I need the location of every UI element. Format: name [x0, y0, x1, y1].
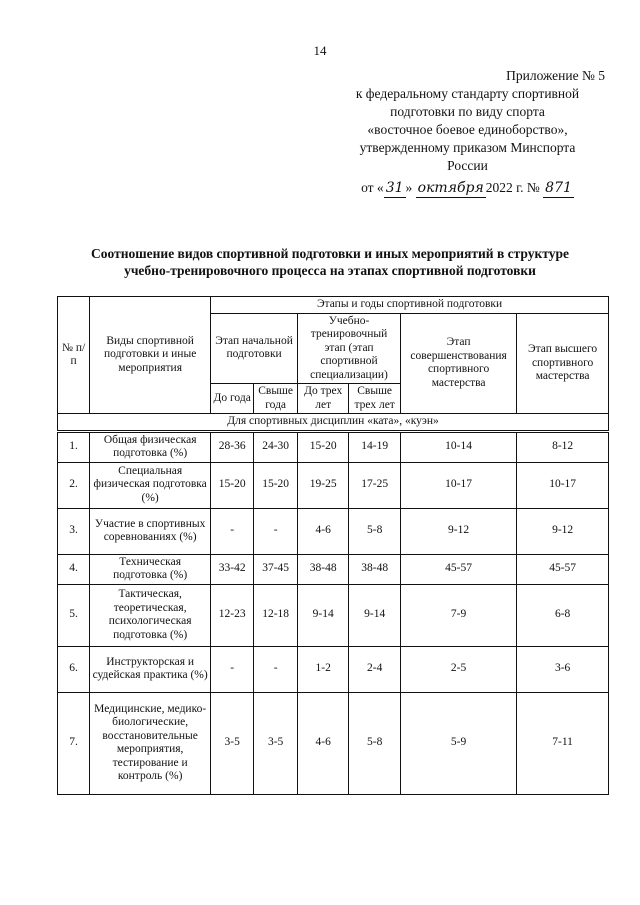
appendix-block [330, 67, 605, 198]
row-number: 4. [58, 554, 90, 584]
header-sub-upto-year: До года [211, 384, 254, 414]
cell-over-year: 12-18 [254, 584, 298, 646]
cell-perfection: 10-17 [400, 462, 516, 508]
row-type: Техническая подготовка (%) [90, 554, 211, 584]
cell-upto-year: 15-20 [211, 462, 254, 508]
row-number: 1. [58, 431, 90, 462]
cell-over-3: 2-4 [349, 646, 401, 692]
row-type: Участие в спортивных соревнованиях (%) [90, 508, 211, 554]
header-sub-over-3: Свыше трех лет [349, 384, 401, 414]
cell-over-year: 37-45 [254, 554, 298, 584]
cell-over-3: 5-8 [349, 508, 401, 554]
cell-upto-year: - [211, 508, 254, 554]
cell-higher: 45-57 [517, 554, 609, 584]
cell-over-3: 17-25 [349, 462, 401, 508]
header-stage-training: Учебно-тренировочный этап (этап спортивной специализации) [298, 313, 401, 384]
appendix-line: подготовки по виду спорта [390, 104, 545, 119]
cell-over-year: - [254, 508, 298, 554]
cell-upto-3: 19-25 [298, 462, 349, 508]
document-title [40, 245, 620, 279]
appendix-title: Приложение № 5 [506, 68, 605, 83]
cell-over-year: - [254, 646, 298, 692]
cell-over-3: 5-8 [349, 692, 401, 794]
appendix-line: России [447, 158, 488, 173]
cell-perfection: 5-9 [400, 692, 516, 794]
cell-upto-year: - [211, 646, 254, 692]
row-type: Специальная физическая подготовка (%) [90, 462, 211, 508]
cell-over-3: 14-19 [349, 431, 401, 462]
cell-upto-3: 4-6 [298, 508, 349, 554]
header-sub-over-year: Свыше года [254, 384, 298, 414]
header-type: Виды спортивной подготовки и иные мероприятия [90, 297, 211, 414]
row-type: Медицинские, медико-биологические, восстановительные мероприятия, тестирование и контроль (%) [90, 692, 211, 794]
cell-upto-year: 28-36 [211, 431, 254, 462]
title-line: Соотношение видов спортивной подготовки и иных мероприятий в структуре [91, 246, 569, 261]
cell-over-3: 9-14 [349, 584, 401, 646]
row-type: Общая физическая подготовка (%) [90, 431, 211, 462]
cell-over-year: 15-20 [254, 462, 298, 508]
title-line: учебно-тренировочного процесса на этапах спортивной подготовки [124, 263, 536, 278]
page-number: 14 [313, 43, 327, 58]
cell-higher: 3-6 [517, 646, 609, 692]
cell-higher: 6-8 [517, 584, 609, 646]
cell-upto-year: 12-23 [211, 584, 254, 646]
cell-over-year: 3-5 [254, 692, 298, 794]
header-stage-initial: Этап начальной подготовки [211, 313, 298, 384]
date-prefix: от « [361, 180, 384, 195]
header-sub-upto-3: До трех лет [298, 384, 349, 414]
appendix-line: к федеральному стандарту спортивной [355, 86, 580, 101]
cell-upto-3: 9-14 [298, 584, 349, 646]
row-type: Тактическая, теоретическая, психологическая подготовка (%) [90, 584, 211, 646]
handwritten-month: октября [417, 180, 484, 196]
handwritten-day: 31 [385, 180, 404, 196]
year-part: 2022 г. № [485, 180, 540, 195]
table-row [58, 554, 609, 584]
cell-perfection: 9-12 [400, 508, 516, 554]
cell-higher: 8-12 [517, 431, 609, 462]
table-row [58, 431, 609, 462]
row-number: 7. [58, 692, 90, 794]
cell-higher: 10-17 [517, 462, 609, 508]
cell-upto-year: 3-5 [211, 692, 254, 794]
order-date-line [330, 179, 605, 198]
cell-perfection: 2-5 [400, 646, 516, 692]
cell-perfection: 7-9 [400, 584, 516, 646]
cell-higher: 9-12 [517, 508, 609, 554]
appendix-line: утвержденному приказом Минспорта [359, 140, 576, 155]
training-ratio-table [57, 296, 609, 795]
table-row [58, 508, 609, 554]
table-row [58, 462, 609, 508]
table-body [58, 431, 609, 794]
cell-upto-3: 4-6 [298, 692, 349, 794]
header-stages: Этапы и годы спортивной подготовки [211, 297, 609, 314]
cell-upto-3: 15-20 [298, 431, 349, 462]
cell-perfection: 45-57 [400, 554, 516, 584]
handwritten-number: 871 [545, 180, 572, 196]
table-row [58, 584, 609, 646]
appendix-line: «восточное боевое единоборство», [367, 122, 568, 137]
header-number: № п/п [58, 297, 90, 414]
cell-upto-3: 38-48 [298, 554, 349, 584]
row-number: 2. [58, 462, 90, 508]
header-stage-perfection: Этап совершенствования спортивного мастерства [400, 313, 516, 414]
table-row [58, 646, 609, 692]
row-number: 3. [58, 508, 90, 554]
cell-higher: 7-11 [517, 692, 609, 794]
row-number: 6. [58, 646, 90, 692]
row-number: 5. [58, 584, 90, 646]
section-header: Для спортивных дисциплин «ката», «куэн» [58, 414, 609, 432]
cell-upto-3: 1-2 [298, 646, 349, 692]
cell-over-3: 38-48 [349, 554, 401, 584]
table-row [58, 692, 609, 794]
date-mid: » [405, 180, 413, 195]
header-stage-higher: Этап высшего спортивного мастерства [517, 313, 609, 414]
cell-upto-year: 33-42 [211, 554, 254, 584]
cell-over-year: 24-30 [254, 431, 298, 462]
cell-perfection: 10-14 [400, 431, 516, 462]
row-type: Инструкторская и судейская практика (%) [90, 646, 211, 692]
